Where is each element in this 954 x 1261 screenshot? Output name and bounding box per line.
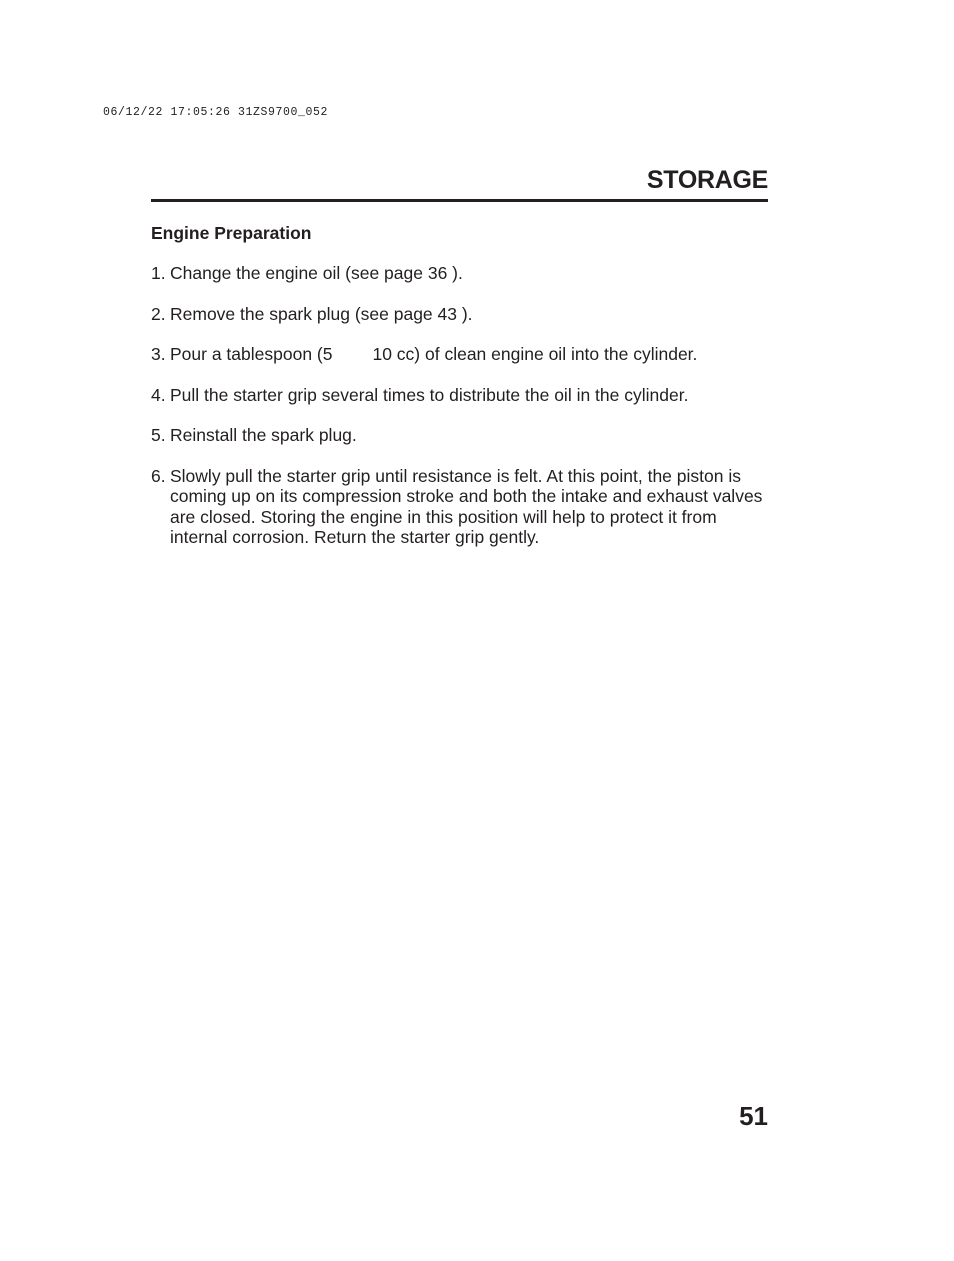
list-item [151, 466, 771, 548]
step-text: Change the engine oil (see page 36 ). [170, 263, 463, 283]
section-header [151, 164, 768, 202]
list-item [151, 344, 771, 365]
steps-list [151, 263, 771, 568]
step-text-before: Pour a tablespoon (5 [170, 344, 333, 364]
step-text: Slowly pull the starter grip until resistance is felt. At this point, the piston is coming up on its compression stroke and both the intake and exhaust valves are closed. Storing the engine in this position will help to protect it from internal corrosion. Return the starter grip gently. [170, 465, 763, 547]
page-number: 51 [739, 1101, 768, 1131]
step-number: 3. [151, 344, 166, 364]
list-item [151, 263, 771, 284]
page-title: STORAGE [646, 166, 768, 194]
step-number: 6. [151, 465, 166, 486]
step-number: 5. [151, 425, 166, 445]
step-text: Pull the starter grip several times to distribute the oil in the cylinder. [170, 384, 689, 405]
list-item [151, 425, 771, 446]
step-text-after: 10 cc) of clean engine oil into the cylinder. [372, 344, 698, 364]
step-number: 2. [151, 303, 166, 324]
section-heading: Engine Preparation [151, 223, 312, 243]
print-stamp: 06/12/22 17:05:26 31ZS9700_052 [103, 106, 329, 119]
step-text: Reinstall the spark plug. [170, 425, 357, 445]
list-item [151, 304, 771, 325]
step-number: 1. [151, 263, 166, 283]
step-text: Remove the spark plug (see page 43 ). [170, 303, 473, 324]
list-item [151, 385, 771, 406]
step-number: 4. [151, 384, 166, 405]
